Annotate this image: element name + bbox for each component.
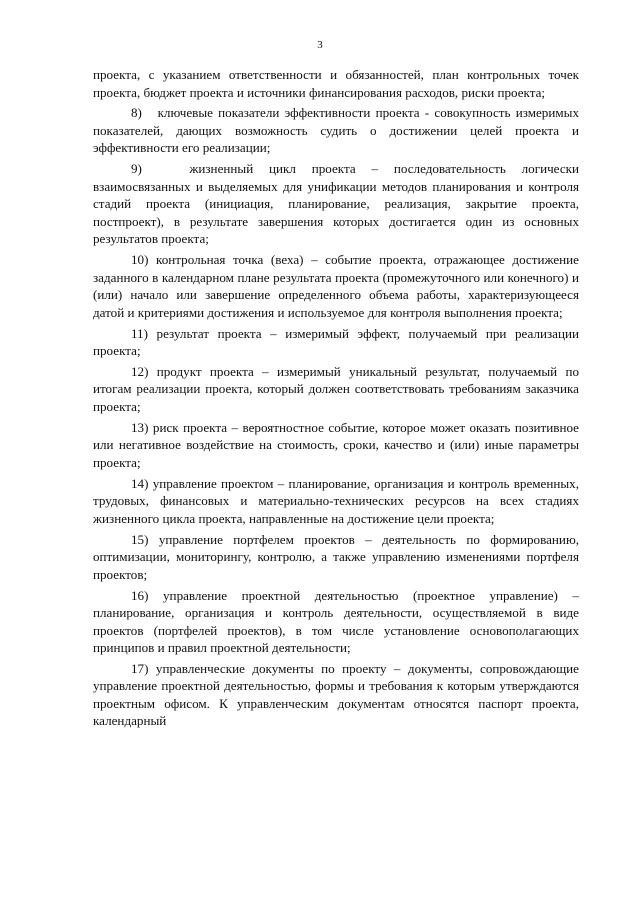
paragraph-item-11: 11) результат проекта – измеримый эффект, получаемый при реализации проекта; <box>93 325 579 359</box>
paragraph-item-10: 10) контрольная точка (веха) – событие проекта, отражающее достижение заданного в календарном плане результата проекта (промежуточного или конечного) и (или) начало или завершение определенного объема работы, характеризующееся датой и критериями достижения и используемое для контроля выполнения проекта; <box>93 252 579 320</box>
paragraph-item-15: 15) управление портфелем проектов – деятельность по формированию, оптимизации, мониторингу, контролю, а также управлению изменениями портфеля проектов; <box>93 531 579 582</box>
paragraph-item-17: 17) управленческие документы по проекту – документы, сопровождающие управление проектной деятельностью, формы и требования к которым утверждаются проектным офисом. К управленческим документам относятся паспорт проекта, календарный <box>93 660 579 729</box>
paragraph-item-8: 8) ключевые показатели эффективности проекта - совокупность измеримых показателей, дающих возможность судить о достижении целей проекта и эффективности его реализации; <box>93 105 579 156</box>
document-body <box>93 66 579 733</box>
paragraph-item-9: 9) жизненный цикл проекта – последовательность логически взаимосвязанных и выделяемых для унификации методов планирования и контроля стадий проекта (инициация, планирование, реализация, закрытие проекта, постпроект), в результате завершения которых достигается один из основных результатов проекта; <box>93 161 579 247</box>
paragraph-item-16: 16) управление проектной деятельностью (проектное управление) – планирование, организация и контроль деятельности, осуществляемой в виде проектов (портфелей проектов), в том числе установление основополагающих принципов и правил проектной деятельности; <box>93 587 579 656</box>
paragraph-item-13: 13) риск проекта – вероятностное событие, которое может оказать позитивное или негативное воздействие на стоимость, сроки, качество и (или) иные параметры проекта; <box>93 419 579 470</box>
paragraph-continuation: проекта, с указанием ответственности и обязанностей, план контрольных точек проекта, бюджет проекта и источники финансирования расходов, риски проекта; <box>93 67 579 100</box>
paragraph-item-12: 12) продукт проекта – измеримый уникальный результат, получаемый по итогам реализации проекта, который должен соответствовать требованиям заказчика проекта; <box>93 363 579 414</box>
paragraph-item-14: 14) управление проектом – планирование, организация и контроль временных, трудовых, финансовых и материально-технических ресурсов на всех стадиях жизненного цикла проекта, направленные на достижение цели проекта; <box>93 475 579 526</box>
page-number: 3 <box>317 39 323 51</box>
